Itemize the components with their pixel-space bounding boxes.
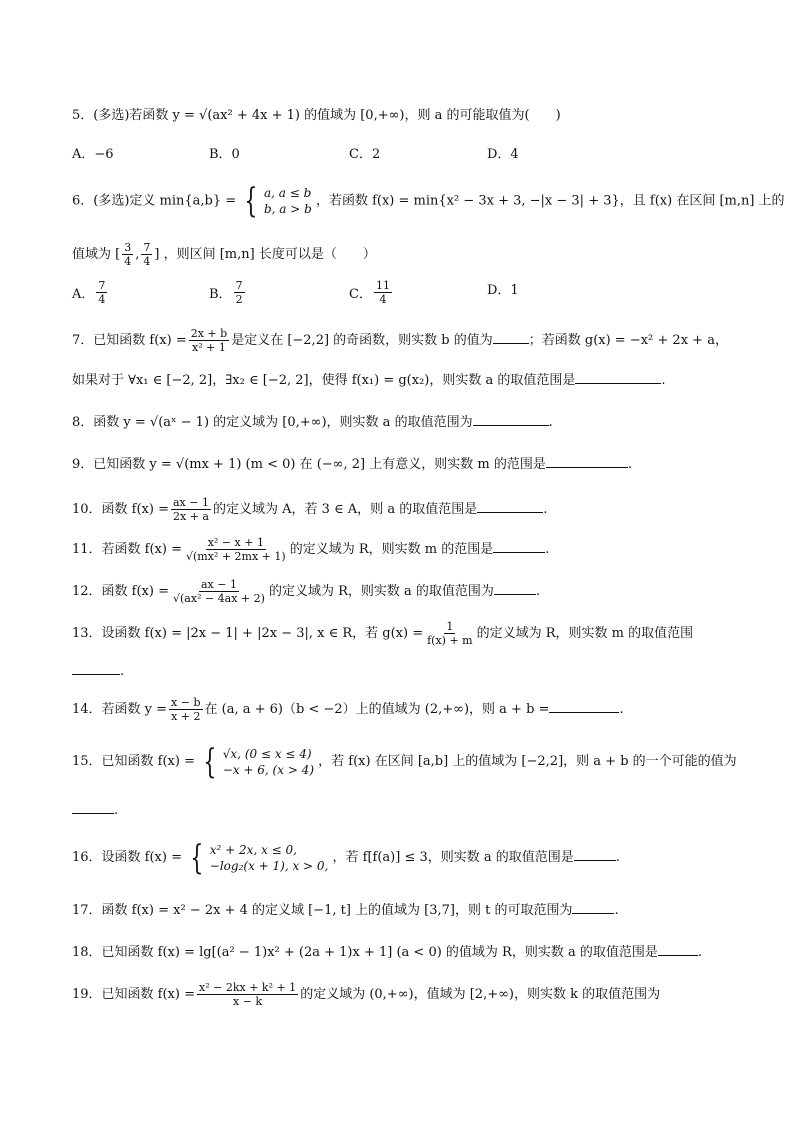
answer-blank[interactable] [574,848,616,861]
piecewise-brace: { √x, (0 ≤ x ≤ 4) −x + 6, (x > 4) [203,741,314,782]
answer-blank[interactable] [575,371,661,384]
answer-blank[interactable] [572,901,614,914]
answer-blank[interactable] [658,943,698,956]
answer-blank[interactable] [493,331,529,344]
q5-option-a[interactable]: A．−6 [72,147,114,162]
q5-option-b[interactable]: B．0 [209,147,240,162]
answer-blank[interactable] [546,455,628,468]
question-15-answer-line: . [72,801,734,821]
answer-blank[interactable] [72,801,114,814]
question-7-line1: 7．已知函数 f(x) = $\frac{2x + b}{\text{x² + 1}}$ 是定义在 [−2,2] 的奇函数，则实数 b 的值为 ；若函数 g(x) = −x² + 2x + a， [72,327,728,354]
answer-blank[interactable] [477,500,543,513]
question-10: 10．函数 f(x) = $\frac{ax - 1}{2x + a}$ 的定义域为 A，若 3 ∈ A，则 a 的取值范围是 . [72,496,548,523]
piecewise-brace: { a, a ≤ b b, a > b [244,181,312,221]
q6-option-c[interactable]: C． $\frac{11}{4}$ [349,279,390,306]
question-13: 13．设函数 f(x) = |2x − 1| + |2x − 3|, x ∈ R，若 g(x) = $\frac{1}{f(x) + m}$ 的定义域为 R，则实数 m 的取值范围 [72,620,694,647]
q6-option-b[interactable]: B． $\frac{7}{2}$ [209,279,243,306]
question-14: 14．若函数 y = $\frac{x - b}{x + 2}$ 在 (a, a + 6)（b < −2）上的值域为 (2,+∞)，则 a + b = . [72,696,624,723]
q6-option-a[interactable]: A． $\frac{7}{4}$ [72,279,106,306]
answer-blank[interactable] [493,540,545,553]
question-12: 12．函数 f(x) = $\frac{ax - 1}{\text{√(ax² − 4ax + 2)}}$ 的定义域为 R，则实数 a 的取值范围为 . [72,578,541,605]
question-8: 8．函数 y = √(aˣ − 1) 的定义域为 [0,+∞)，则实数 a 的取值范围为 . [72,415,553,430]
q5-option-d[interactable]: D．4 [487,147,519,162]
question-7-line2: 如果对于 ∀x₁ ∈ [−2, 2]，∃x₂ ∈ [−2, 2]，使得 f(x₁) = g(x₂)，则实数 a 的取值范围是 . [72,373,666,388]
q6-option-d[interactable]: D．1 [487,283,519,298]
question-6-line2: 值域为 [ $\frac{3}{4}$ , $\frac{7}{4}$ ] ，则区间 [m,n] 长度可以是（ ） [72,241,376,268]
question-13-answer-line: . [72,662,734,682]
q5-option-c[interactable]: C．2 [349,147,381,162]
question-6-stem: 6．(多选)定义 min{a,b} = { a, a ≤ b b, a > b ，若函数 f(x) = min{x² − 3x + 3, −|x − 3| + 3}，且 f(x) 在区间 [m,n] 上的 [72,181,785,221]
question-9: 9．已知函数 y = √(mx + 1) (m < 0) 在 (−∞, 2] 上有意义，则实数 m 的范围是 . [72,457,632,472]
answer-blank[interactable] [549,700,619,713]
piecewise-brace: { x² + 2x, x ≤ 0, −log₂(x + 1), x > 0, [190,837,329,878]
answer-blank[interactable] [473,413,549,426]
question-5-options [72,143,752,177]
answer-blank[interactable] [72,662,120,675]
question-5-stem: 5．(多选)若函数 y = √(ax² + 4x + 1) 的值域为 [0,+∞)，则 a 的可能取值为( ) [72,108,561,123]
question-6-options [72,279,752,313]
answer-blank[interactable] [494,582,536,595]
question-19: 19．已知函数 f(x) = $\frac{\text{x² − 2kx + k² + 1}}{x - k}$ 的定义域为 (0,+∞)，值域为 [2,+∞)，则实数 k 的取值范围为 [72,981,661,1008]
question-18: 18．已知函数 f(x) = lg[(a² − 1)x² + (2a + 1)x + 1] (a < 0) 的值域为 R，则实数 a 的取值范围是 . [72,945,702,960]
question-17: 17．函数 f(x) = x² − 2x + 4 的定义域 [−1, t] 上的值域为 [3,7]，则 t 的可取范围为 . [72,903,619,918]
question-11: 11．若函数 f(x) = $\frac{\text{x² − x + 1}}{\text{√(mx² + 2mx + 1)}}$ 的定义域为 R，则实数 m 的范围是 . [72,536,550,563]
question-16: 16．设函数 f(x) = { x² + 2x, x ≤ 0, −log₂(x + 1), x > 0, ，若 f[f(a)] ≤ 3，则实数 a 的取值范围是 . [72,837,620,878]
question-15: 15．已知函数 f(x) = { √x, (0 ≤ x ≤ 4) −x + 6, (x > 4) ，若 f(x) 在区间 [a,b] 上的值域为 [−2,2]，则 a + b 的一个可能的值为 [72,741,737,782]
